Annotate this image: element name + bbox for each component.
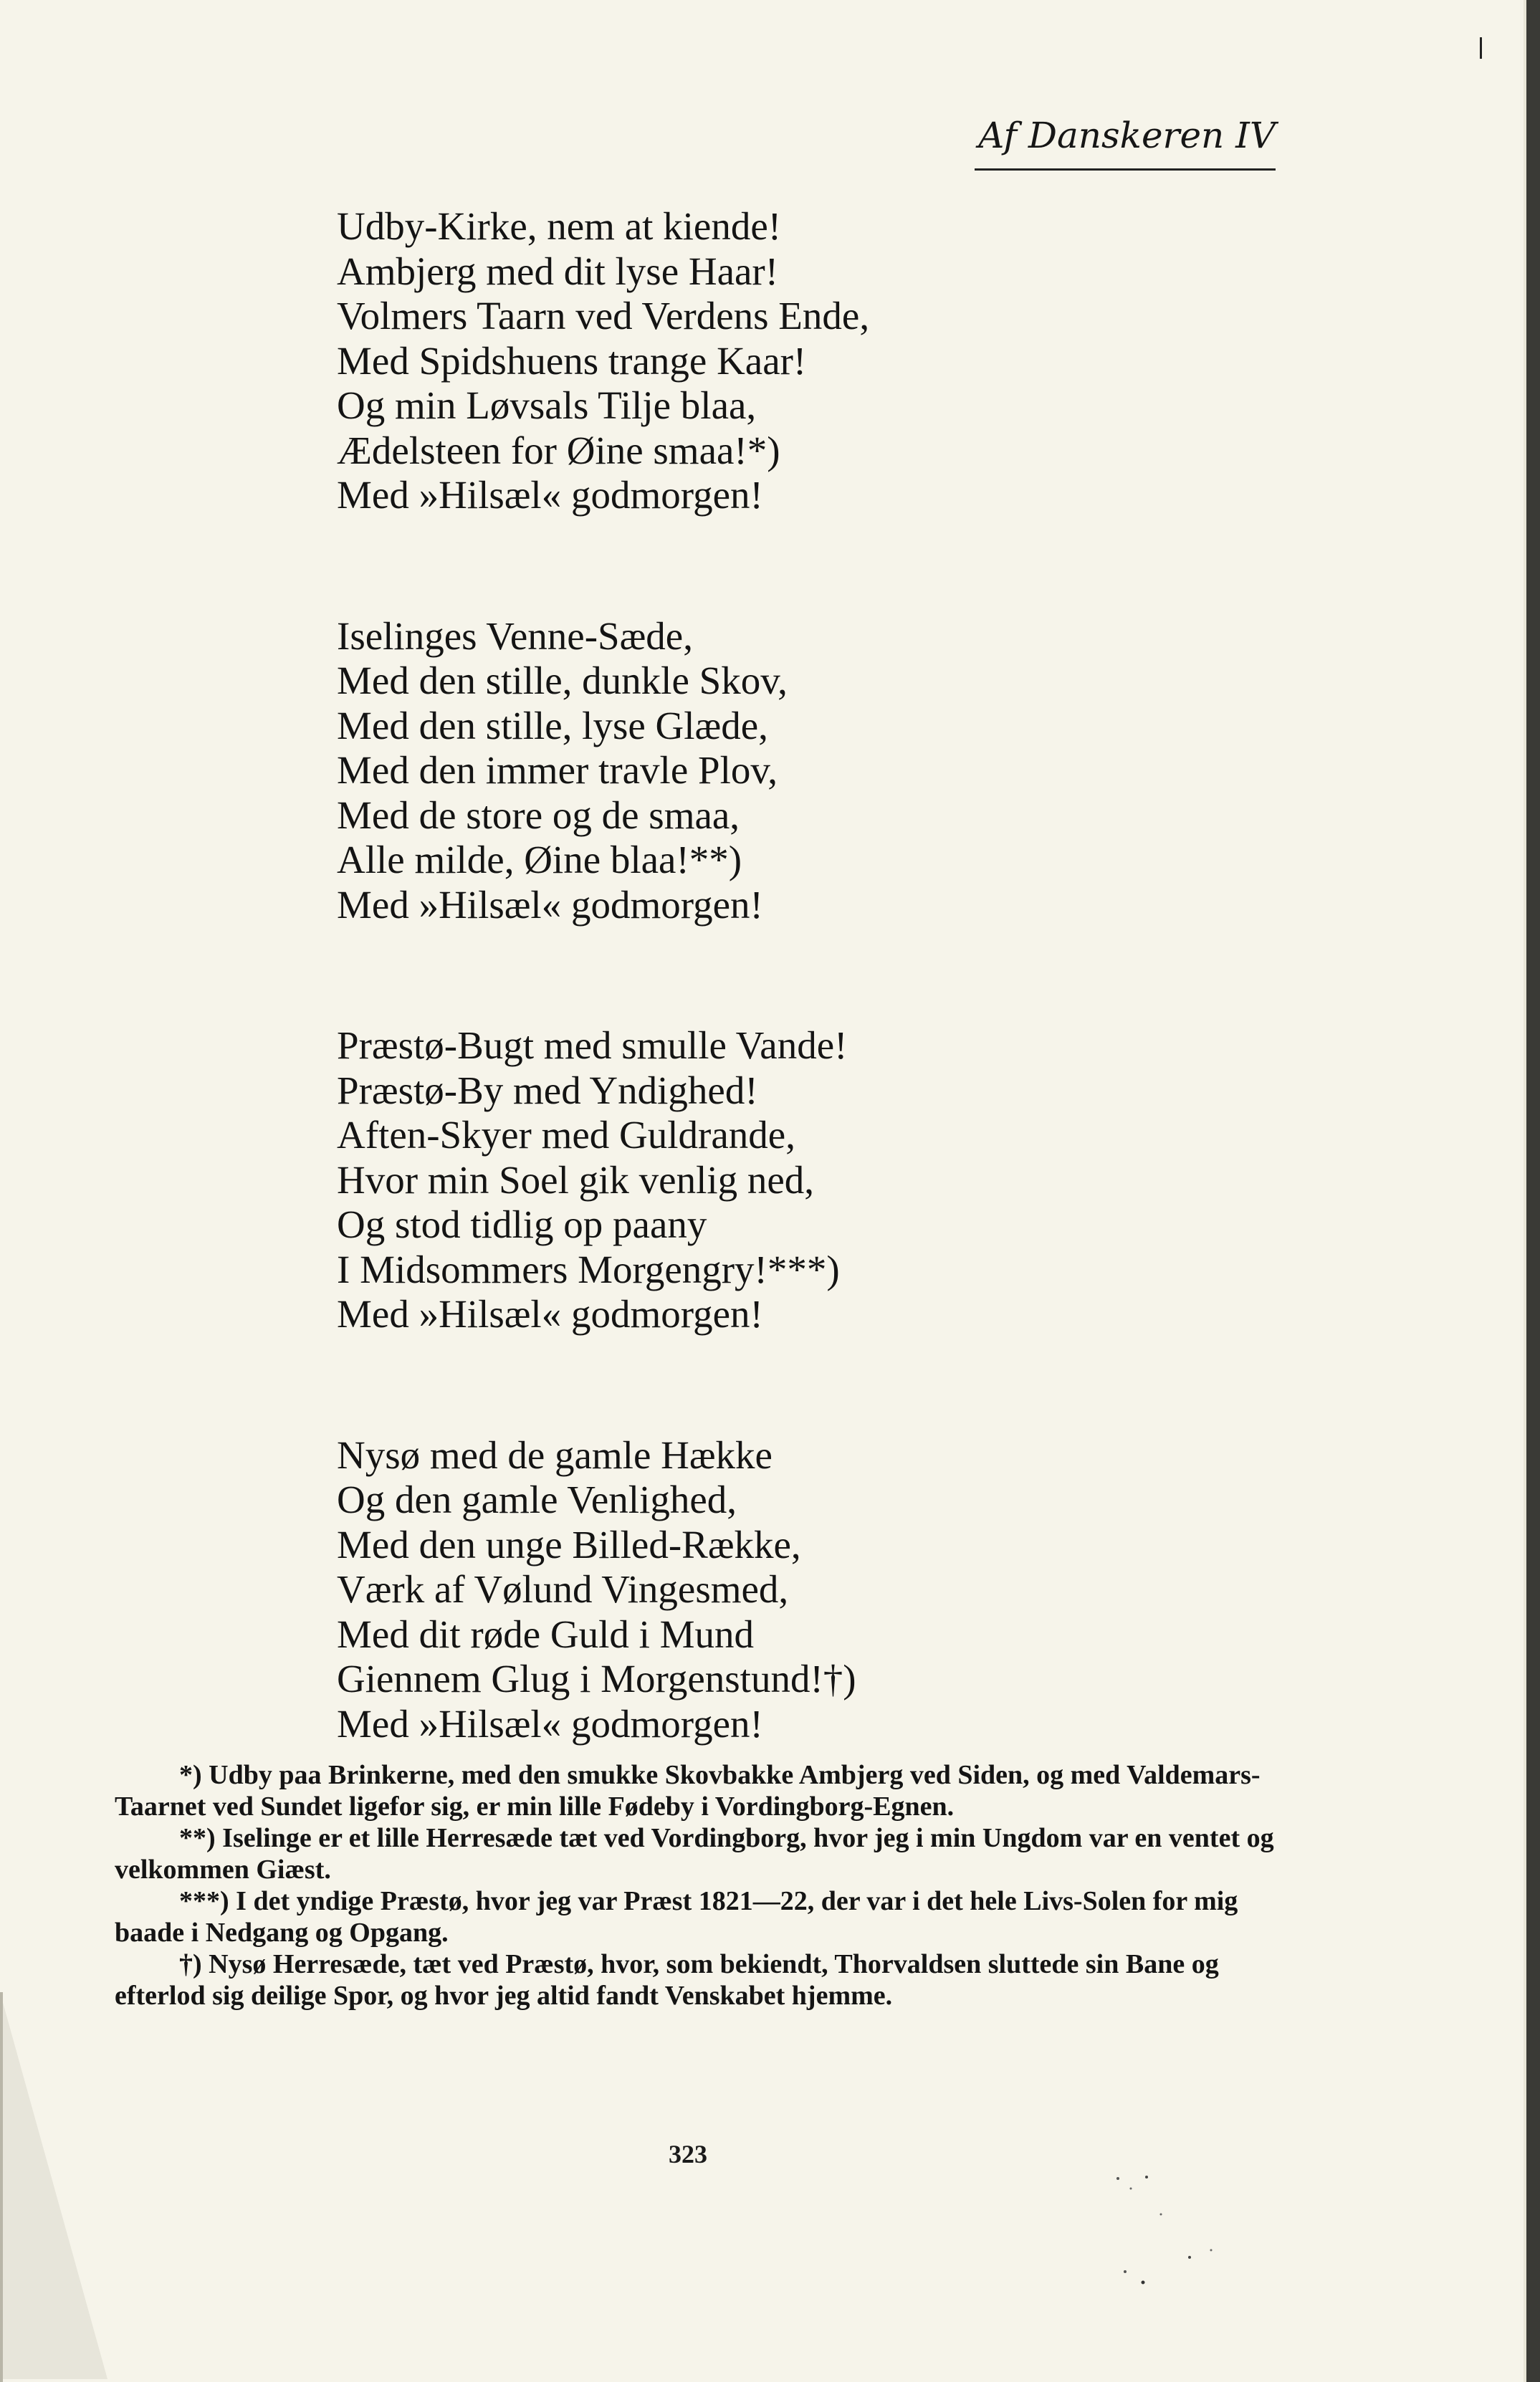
torn-corner xyxy=(0,1992,107,2379)
footnote-marker: *) xyxy=(179,1760,202,1790)
poem-line: Volmers Taarn ved Verdens Ende, xyxy=(337,294,870,338)
poem-line: Giennem Glug i Morgenstund!†) xyxy=(337,1657,856,1701)
footnote-text: Udby paa Brinkerne, med den smukke Skovbakke Ambjerg ved Siden, og med Valdemars-Taarnet ved Sundet ligefor sig, er min lille Fødeby i Vordingborg-Egnen. xyxy=(115,1760,1261,1822)
footnote xyxy=(115,1885,1276,1948)
stanza-1 xyxy=(337,204,1340,518)
footnote-text: I det yndige Præstø, hvor jeg var Præst 1821—22, der var i det hele Livs-Solen for mig baade i Nedgang og Opgang. xyxy=(115,1886,1245,1948)
footnote-text: Nysø Herresæde, tæt ved Præstø, hvor, som bekiendt, Thorvaldsen sluttede sin Bane og efterlod sig deilige Spor, og hvor jeg altid fandt Venskabet hjemme. xyxy=(115,1949,1226,2011)
poem-line: I Midsommers Morgengry!***) xyxy=(337,1247,840,1291)
poem-line: Nysø med de gamle Hække xyxy=(337,1432,773,1477)
poem-line: Med dit røde Guld i Mund xyxy=(337,1612,755,1656)
poem-line: Ædelsteen for Øine smaa!*) xyxy=(337,428,780,472)
poem-line: Med den immer travle Plov, xyxy=(337,748,778,792)
poem-line: Udby-Kirke, nem at kiende! xyxy=(337,204,782,248)
stanza-3 xyxy=(337,1023,1340,1337)
poem-refrain: Med »Hilsæl« godmorgen! xyxy=(337,1701,763,1746)
stanza-4 xyxy=(337,1433,1340,1747)
poem-line: Med Spidshuens trange Kaar! xyxy=(337,338,807,383)
poem-line: Med den unge Billed-Række, xyxy=(337,1522,801,1567)
poem-line: Og stod tidlig op paany xyxy=(337,1202,707,1246)
poem xyxy=(337,204,1340,1842)
page-edge xyxy=(0,1992,3,2382)
running-head: Af Danskeren IV xyxy=(978,115,1276,156)
poem-refrain: Med »Hilsæl« godmorgen! xyxy=(337,1292,763,1336)
footnote-text: Iselinge er et lille Herresæde tæt ved Vordingborg, hvor jeg i min Ungdom var en ventet og velkommen Giæst. xyxy=(115,1823,1281,1885)
poem-line: Hvor min Soel gik venlig ned, xyxy=(337,1157,815,1202)
poem-line: Præstø-By med Yndighed! xyxy=(337,1068,758,1112)
poem-line: Og min Løvsals Tilje blaa, xyxy=(337,383,757,427)
poem-line: Ambjerg med dit lyse Haar! xyxy=(337,249,779,293)
poem-line: Iselinges Venne-Sæde, xyxy=(337,613,693,658)
poem-refrain: Med »Hilsæl« godmorgen! xyxy=(337,882,763,927)
paper-specks xyxy=(1104,2164,1247,2307)
footnote-marker: †) xyxy=(179,1949,202,1979)
margin-mark xyxy=(1480,37,1482,59)
poem-refrain: Med »Hilsæl« godmorgen! xyxy=(337,473,763,517)
footnote xyxy=(115,1759,1276,1822)
running-head-rule xyxy=(975,168,1276,171)
poem-line: Med den stille, lyse Glæde, xyxy=(337,703,768,747)
poem-line: Alle milde, Øine blaa!**) xyxy=(337,838,742,881)
poem-line: Aften-Skyer med Guldrande, xyxy=(337,1113,795,1157)
poem-line: Med den stille, dunkle Skov, xyxy=(337,659,788,702)
footnotes xyxy=(115,1759,1281,2012)
poem-line: Præstø-Bugt med smulle Vande! xyxy=(337,1023,848,1067)
page-number: 323 xyxy=(669,2140,707,2168)
poem-line: Med de store og de smaa, xyxy=(337,793,740,837)
footnote-marker: ***) xyxy=(179,1886,229,1916)
footnote xyxy=(115,1822,1281,1885)
stanza-2 xyxy=(337,614,1340,928)
poem-line: Og den gamle Venlighed, xyxy=(337,1478,737,1521)
footnote xyxy=(115,1948,1276,2012)
poem-line: Værk af Vølund Vingesmed, xyxy=(337,1567,789,1611)
footnote-marker: **) xyxy=(179,1823,216,1853)
